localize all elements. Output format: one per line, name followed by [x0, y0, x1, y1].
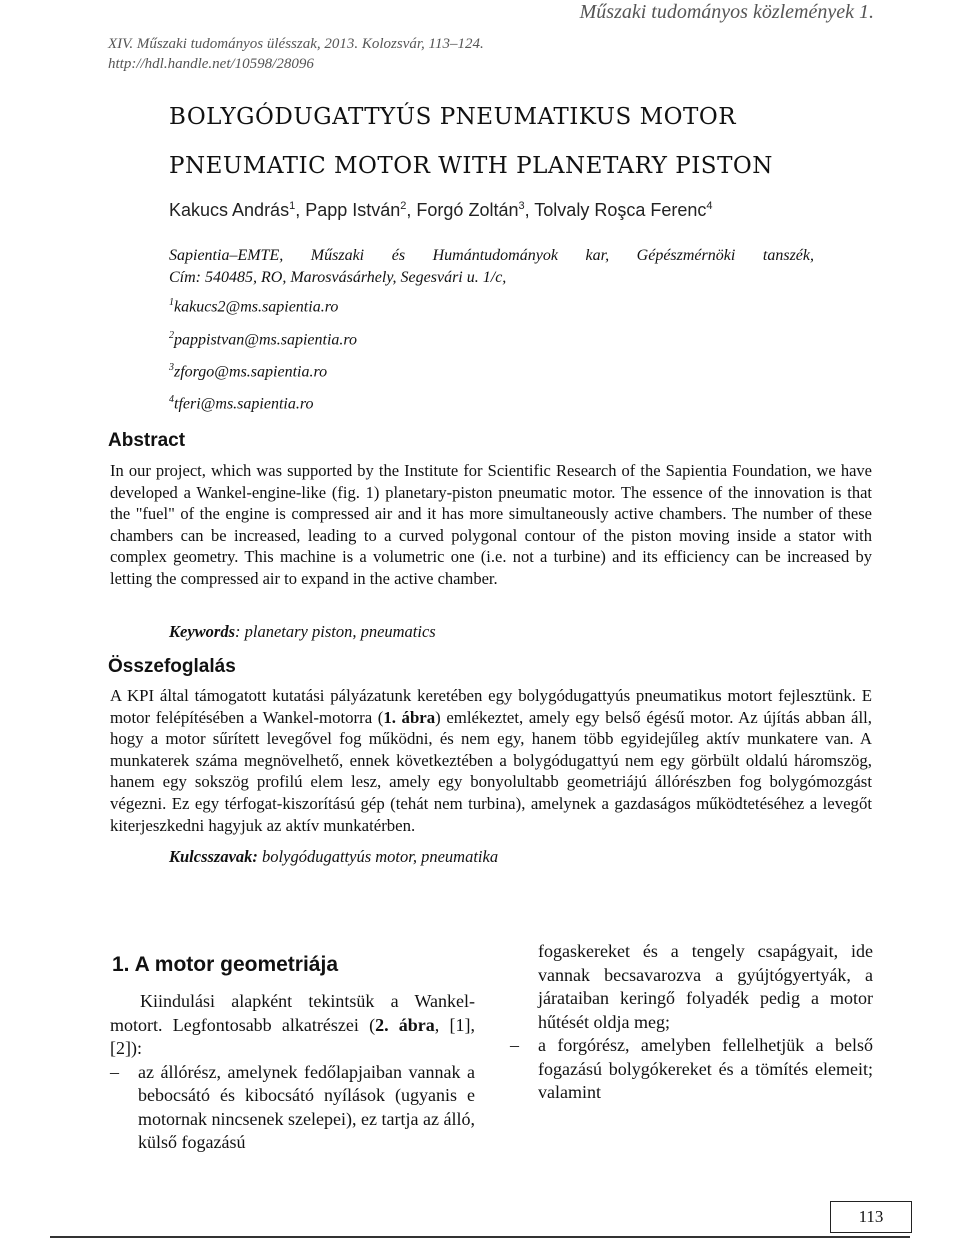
keywords-label: Keywords	[169, 622, 235, 641]
bullet-text: az állórész, amelynek fedőlapjaiban vannak a bebocsátó és kibocsátó nyílások (ugyanis e motornak nincsenek szelepei), ez tartja az álló, külső fogazású	[138, 1061, 475, 1152]
title-hungarian: BOLYGÓDUGATTYÚS PNEUMATIKUS MOTOR	[169, 104, 737, 130]
section-heading: 1. A motor geometriája	[112, 953, 338, 976]
figure-ref: 2. ábra	[375, 1014, 435, 1035]
summary-text-part: A KPI által támogatott kutatási pályázatunk keretében egy bolygódugattyús pneumatikus motort fejlesztünk. E motor felépítésében a Wankel-motorra (	[110, 686, 872, 727]
email-sup: 2	[169, 330, 174, 341]
bullet-item	[510, 1034, 873, 1105]
author-name: Papp István	[305, 200, 401, 220]
bullet-item	[110, 1061, 475, 1155]
email-1[interactable]	[169, 297, 338, 316]
handle-link[interactable]: http://hdl.handle.net/10598/28096	[108, 56, 314, 72]
email-sup: 4	[169, 394, 174, 405]
figure-ref: 1. ábra	[383, 707, 436, 727]
abstract-keywords	[169, 622, 436, 642]
author-sup: 1	[289, 200, 296, 212]
affiliation	[169, 245, 869, 289]
email-address: kakucs2@ms.sapientia.ro	[174, 298, 339, 316]
email-address: tferi@ms.sapientia.ro	[174, 395, 314, 413]
series-header: Műszaki tudományos közlemények 1.	[579, 1, 874, 23]
affiliation-line: Sapientia–EMTE, Műszaki és Humántudományok kar, Gépészmérnöki tanszék,	[169, 247, 814, 264]
author-sup: 2	[400, 200, 407, 212]
keywords-label: Kulcsszavak:	[169, 847, 258, 866]
author-sup: 4	[706, 200, 713, 212]
intro-part: , [1], [2]):	[110, 1014, 475, 1058]
email-2[interactable]	[169, 330, 357, 349]
footer-rule	[50, 1236, 910, 1238]
abstract-heading: Abstract	[108, 430, 186, 451]
abstract-text: In our project, which was supported by the Institute for Scientific Research of the Sapientia Foundation, we have developed a Wankel-engine-like (fig. 1) planetary-piston pneumatic motor. The essence of the innovation is that the "fuel" of the engine is compressed air and it has more simultaneously active chambers. The number of these chambers can be increased, leading to a curved polygonal contour of the piston moving inside a stator with complex geometry. This machine is a volumetric one (i.e. not a turbine) and its efficiency can be increased by letting the compressed air to expand in the active chamber.	[110, 461, 872, 588]
bullet-text: a forgórész, amelyben fellelhetjük a belső fogazású bolygókereket és a tömítés elemeit; valamint	[538, 1035, 873, 1102]
right-continuation: fogaskereket és a tengely csapágyait, ide vannak becsavarozva a gyújtógyertyák, a járataiban keringő folyadék pedig a motor hűtését oldja meg;	[538, 941, 873, 1032]
email-3[interactable]	[169, 362, 327, 381]
email-address: pappistvan@ms.sapientia.ro	[174, 331, 358, 349]
email-address: zforgo@ms.sapientia.ro	[174, 363, 328, 381]
summary-heading: Összefoglalás	[108, 656, 236, 677]
left-column	[110, 990, 475, 1155]
author-list: Kakucs András$^1$, Papp István$^2$, Forgó Zoltán$^3$, Tolvaly Roşca Ferenc$^4$	[169, 200, 713, 220]
author-name: Tolvaly Roşca Ferenc	[534, 200, 707, 220]
intro-part: Kiindulási alapként tekintsük a Wankel-motort. Legfontosabb alkatrészei (	[110, 991, 475, 1035]
left-intro	[110, 990, 475, 1061]
email-sup: 3	[169, 362, 174, 373]
author-name: Forgó Zoltán	[416, 200, 519, 220]
author-name: Kakucs András	[169, 200, 290, 220]
email-sup: 1	[169, 297, 174, 308]
title-english: PNEUMATIC MOTOR WITH PLANETARY PISTON	[169, 153, 773, 179]
author-sup: 3	[518, 200, 525, 212]
bullet-dash: –	[510, 1035, 519, 1055]
conference-header	[108, 34, 484, 74]
keywords-text: : planetary piston, pneumatics	[235, 622, 436, 641]
summary-text	[110, 685, 872, 836]
summary-keywords	[169, 847, 498, 867]
right-column	[510, 940, 873, 1105]
conference-line: XIV. Műszaki tudományos ülésszak, 2013. Kolozsvár, 113–124.	[108, 36, 484, 52]
bullet-dash: –	[110, 1061, 119, 1082]
keywords-text: bolygódugattyús motor, pneumatika	[257, 847, 499, 866]
affiliation-line: Cím: 540485, RO, Marosvásárhely, Segesvári u. 1/c,	[169, 269, 507, 286]
email-4[interactable]	[169, 394, 313, 413]
summary-text-part: ) emlékeztet, amely egy belső égésű motor. Az újítás abban áll, hogy a motor sűrített levegővel fog működni, és nem egy, hanem több egyidejűleg aktív munkatere van. A munkaterek száma megnövelhető, ennek következtében a bolygódugattyú nem egy görbült oldalú háromszög, hanem egy sokszög profilú elem lesz, amely egy bonyolultabb geometriájú állórészben fog bolygómozgást végezni. Ez egy térfogat-kiszorítású gép (tehát nem turbina), amelynek a gazdaságos működtetéséhez a levegőt kiterjeszkedni hagyjuk az aktív munkatérben.	[110, 707, 872, 835]
page-number: 113	[830, 1201, 912, 1233]
